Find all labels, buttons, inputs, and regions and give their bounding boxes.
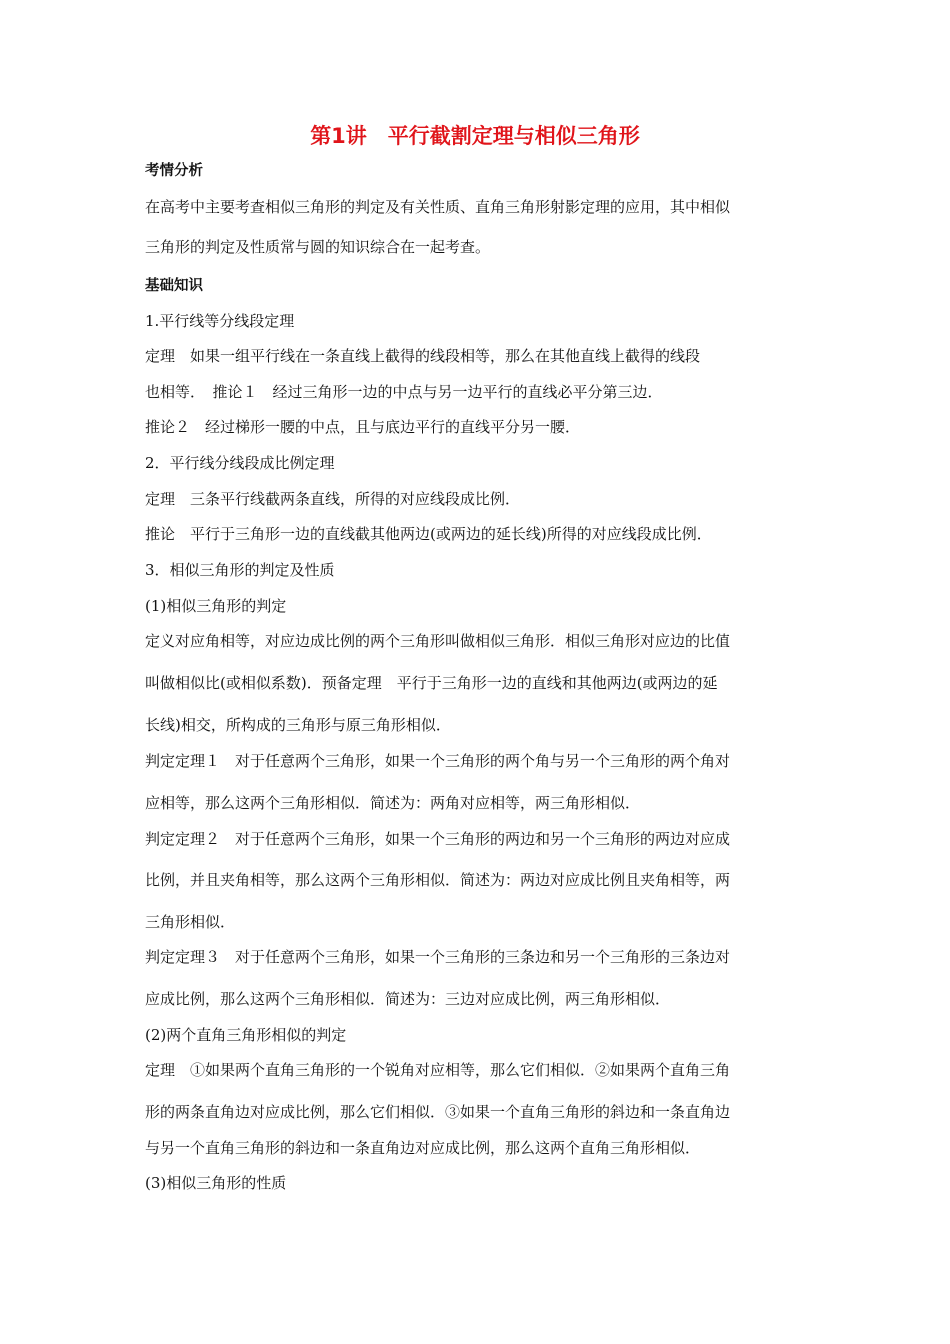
basics-line: 应相等，那么这两个三角形相似．简述为：两角对应相等，两三角形相似．	[145, 794, 641, 812]
basics-line: 定理 三条平行线截两条直线，所得的对应线段成比例．	[145, 490, 521, 508]
basics-line: 2．平行线分线段成比例定理	[145, 454, 335, 472]
basics-line: 3．相似三角形的判定及性质	[145, 561, 335, 579]
basics-line: (3)相似三角形的性质	[145, 1174, 287, 1192]
basics-heading: 基础知识	[145, 278, 203, 294]
basics-line: 长线)相交，所构成的三角形与原三角形相似．	[145, 716, 451, 734]
basics-line: 推论 平行于三角形一边的直线截其他两边(或两边的延长线)所得的对应线段成比例．	[145, 525, 712, 543]
basics-line: 判定定理１ 对于任意两个三角形，如果一个三角形的两个角与另一个三角形的两个角对	[145, 752, 731, 770]
basics-line: 三角形相似．	[145, 913, 236, 931]
basics-line: 也相等． 推论１ 经过三角形一边的中点与另一边平行的直线必平分第三边．	[145, 383, 663, 401]
basics-line: 叫做相似比(或相似系数)．预备定理 平行于三角形一边的直线和其他两边(或两边的延	[145, 674, 718, 692]
basics-line: 定义对应角相等，对应边成比例的两个三角形叫做相似三角形．相似三角形对应边的比值	[145, 632, 731, 650]
page-title: 第1讲 平行截割定理与相似三角形	[310, 124, 640, 148]
analysis-heading: 考情分析	[145, 163, 203, 179]
basics-line: 形的两条直角边对应成比例，那么它们相似．③如果一个直角三角形的斜边和一条直角边	[145, 1103, 731, 1121]
basics-line: (2)两个直角三角形相似的判定	[145, 1026, 347, 1044]
analysis-line: 三角形的判定及性质常与圆的知识综合在一起考查。	[145, 238, 491, 256]
basics-line: (1)相似三角形的判定	[145, 597, 287, 615]
basics-line: 比例，并且夹角相等，那么这两个三角形相似．简述为：两边对应成比例且夹角相等，两	[145, 871, 731, 889]
basics-line: 与另一个直角三角形的斜边和一条直角边对应成比例，那么这两个直角三角形相似．	[145, 1139, 701, 1157]
analysis-line: 在高考中主要考查相似三角形的判定及有关性质、直角三角形射影定理的应用，其中相似	[145, 198, 731, 216]
basics-line: 判定定理３ 对于任意两个三角形，如果一个三角形的三条边和另一个三角形的三条边对	[145, 948, 731, 966]
basics-line: 定理 ①如果两个直角三角形的一个锐角对应相等，那么它们相似．②如果两个直角三角	[145, 1061, 731, 1079]
basics-line: 定理 如果一组平行线在一条直线上截得的线段相等，那么在其他直线上截得的线段	[145, 347, 701, 365]
basics-line: 1.平行线等分线段定理	[145, 312, 295, 330]
basics-line: 应成比例，那么这两个三角形相似．简述为：三边对应成比例，两三角形相似．	[145, 990, 671, 1008]
basics-line: 判定定理２ 对于任意两个三角形，如果一个三角形的两边和另一个三角形的两边对应成	[145, 830, 731, 848]
basics-line: 推论２ 经过梯形一腰的中点，且与底边平行的直线平分另一腰．	[145, 418, 581, 436]
